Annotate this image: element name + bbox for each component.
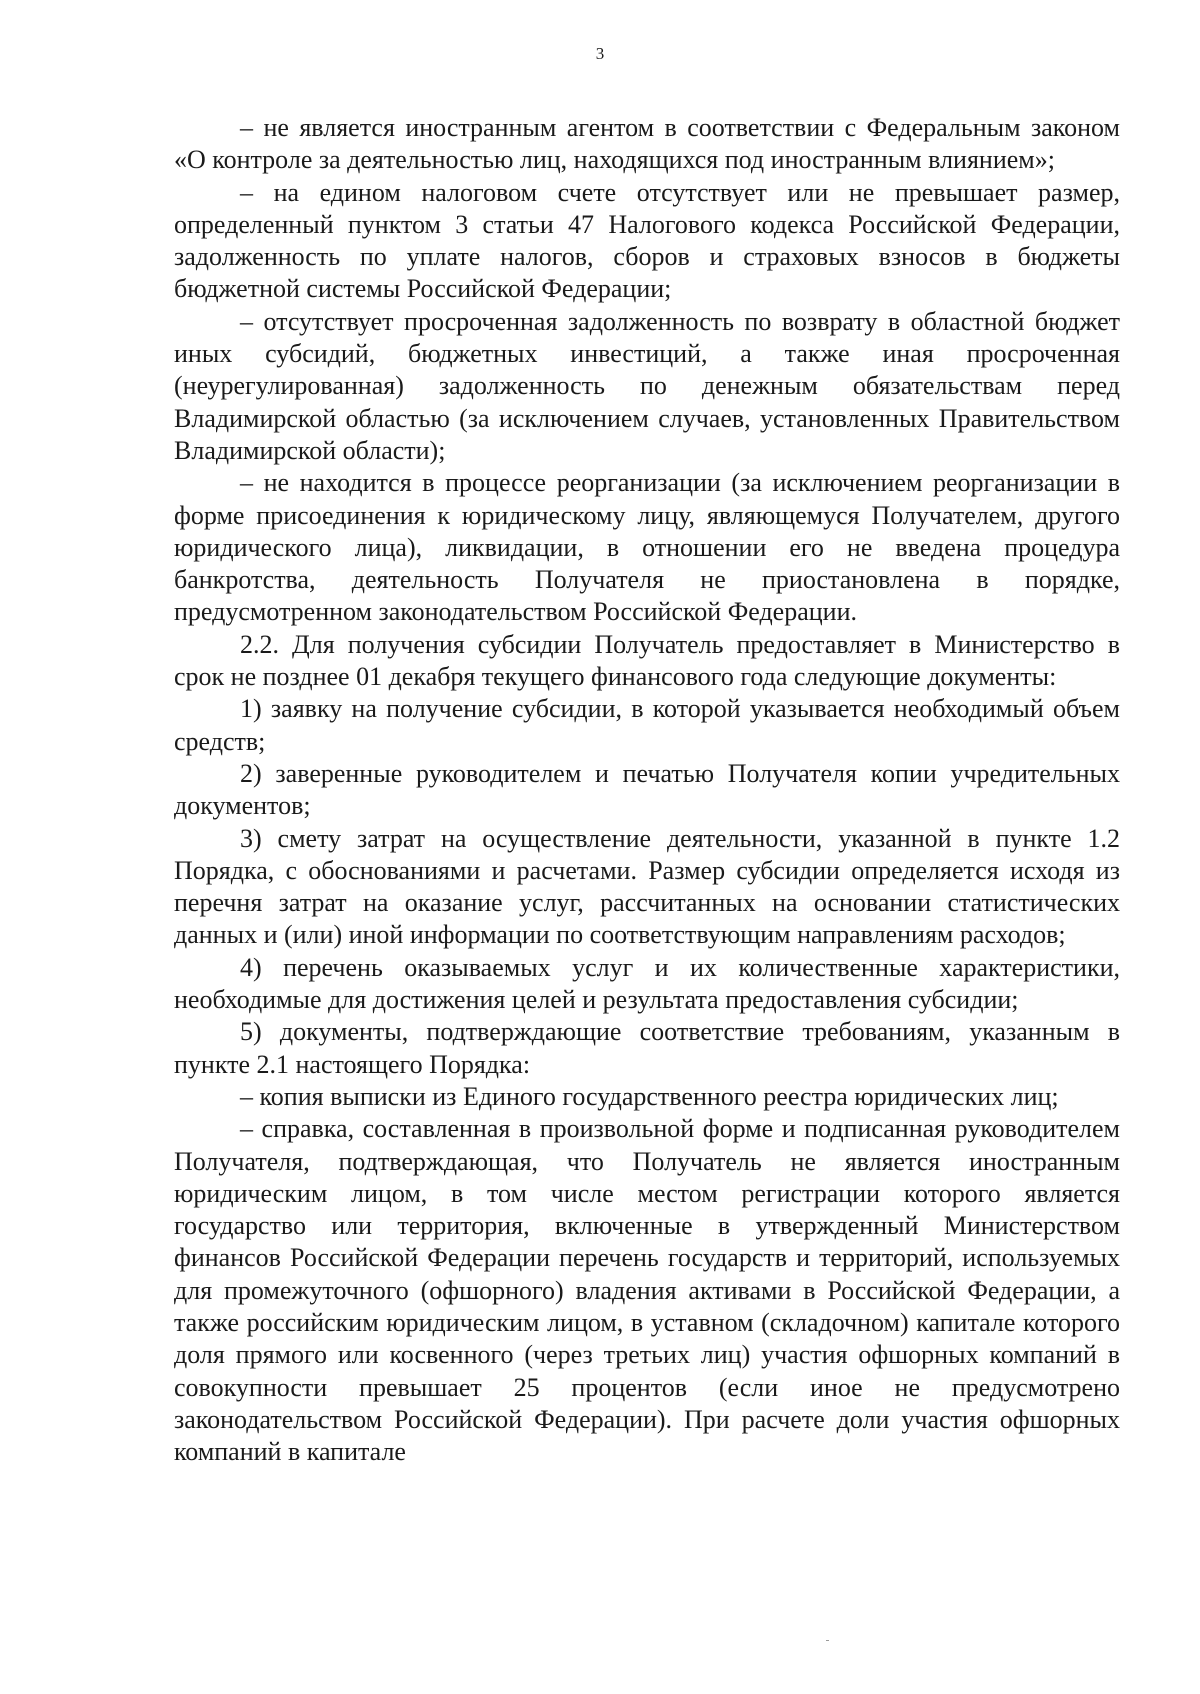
paragraph-registry-extract: – копия выписки из Единого государственного реестра юридических лиц; — [240, 1081, 1059, 1111]
document-body — [174, 112, 1120, 1468]
paragraph-clause-2-2: 2.2. Для получения субсидии Получатель предоставляет в Министерство в срок не позднее 01 декабря текущего финансового года следующие документы: — [174, 629, 1120, 692]
paragraph-item-3: 3) смету затрат на осуществление деятельности, указанной в пункте 1.2 Порядка, с обоснованиями и расчетами. Размер субсидии определяется исходя из перечня затрат на оказание услуг, рассчитанных на основании статистических данных и (или) иной информации по соответствующим направлениям расходов; — [174, 823, 1120, 950]
scan-artifact — [826, 1640, 829, 1641]
paragraph-overdue-debt: – отсутствует просроченная задолженность по возврату в областной бюджет иных субсидий, бюджетных инвестиций, а также иная просроченная (неурегулированная) задолженность по денежным обязательствам перед Владимирской областью (за исключением случаев, установленных Правительством Владимирской области); — [174, 306, 1120, 465]
paragraph-tax-debt: – на едином налоговом счете отсутствует или не превышает размер, определенный пунктом 3 статьи 47 Налогового кодекса Российской Федерации, задолженность по уплате налогов, сборов и страховых взносов в бюджеты бюджетной системы Российской Федерации; — [174, 177, 1120, 304]
paragraph-item-4: 4) перечень оказываемых услуг и их количественные характеристики, необходимые для достижения целей и результата предоставления субсидии; — [174, 952, 1120, 1015]
paragraph-certificate: – справка, составленная в произвольной форме и подписанная руководителем Получателя, подтверждающая, что Получатель не является иностранным юридическим лицом, в том числе местом регистрации которого является государство или территория, включенные в утвержденный Министерством финансов Российской Федерации перечень государств и территорий, используемых для промежуточного (офшорного) владения активами в Российской Федерации, а также российским юридическим лицом, в уставном (складочном) капитале которого доля прямого или косвенного (через третьих лиц) участия офшорных компаний в совокупности превышает 25 процентов (если иное не предусмотрено законодательством Российской Федерации). При расчете доли участия офшорных компаний в капитале — [174, 1114, 1120, 1467]
paragraph-item-2: 2) заверенные руководителем и печатью Получателя копии учредительных документов; — [174, 758, 1120, 821]
paragraph-item-1: 1) заявку на получение субсидии, в которой указывается необходимый объем средств; — [174, 694, 1120, 756]
paragraph-item-5: 5) документы, подтверждающие соответствие требованиям, указанным в пункте 2.1 настоящего Порядка: — [174, 1017, 1120, 1079]
paragraph-foreign-agent: – не является иностранным агентом в соответствии с Федеральным законом «О контроле за деятельностью лиц, находящихся под иностранным влиянием»; — [174, 113, 1120, 175]
page-number: 3 — [595, 44, 605, 63]
paragraph-reorganization: – не находится в процессе реорганизации (за исключением реорганизации в форме присоединения к юридическому лицу, являющемуся Получателем, другого юридического лица), ликвидации, в отношении его не введена процедура банкротства, деятельность Получателя не приостановлена в порядке, предусмотренном законодательством Российской Федерации. — [174, 468, 1120, 627]
